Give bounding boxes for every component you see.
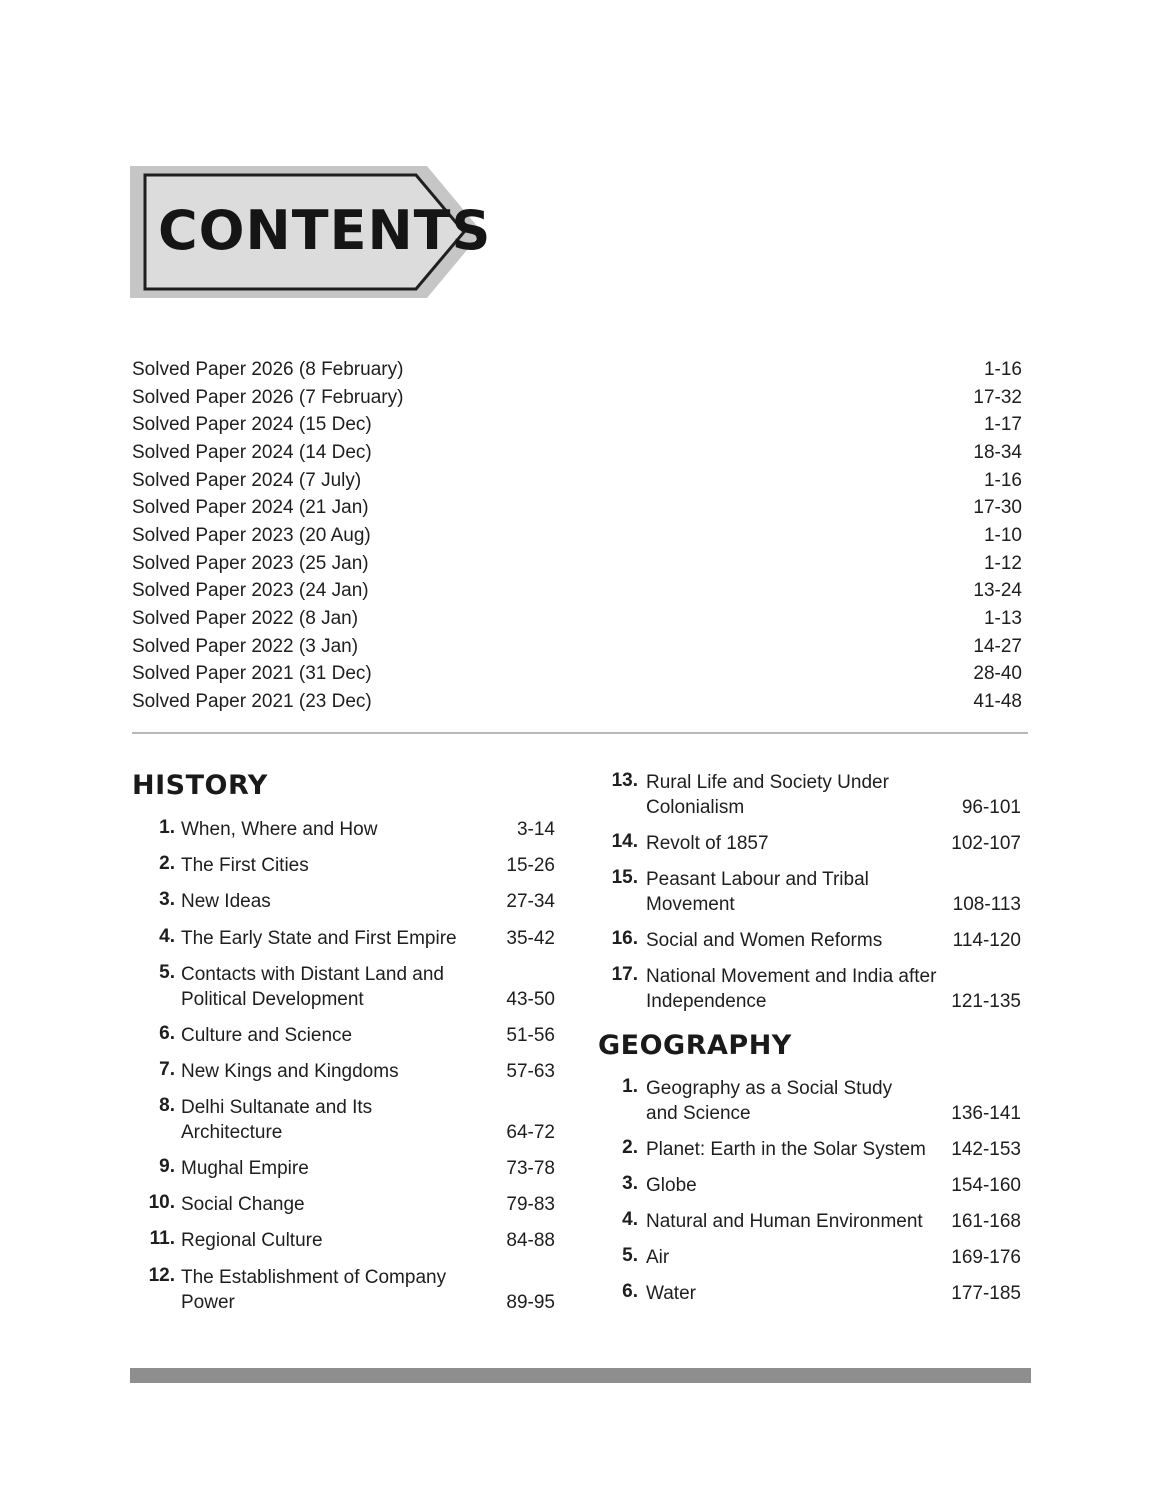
chapter-number: 4. [159,926,175,947]
section-divider [132,732,1028,734]
chapter-title: Planet: Earth in the Solar System [646,1139,926,1160]
list-item[interactable] [132,633,1022,661]
page-range: 1-17 [983,414,1022,436]
page-range: 154-160 [951,1175,1021,1196]
chapter-number: 10. [148,1192,175,1213]
page-range: 96-101 [961,797,1021,818]
list-item[interactable] [132,550,1022,578]
chapter-title-continued: and Science [646,1103,751,1124]
list-item[interactable] [132,605,1022,633]
page-range: 51-56 [506,1025,555,1046]
chapter-title: National Movement and India after [646,966,937,987]
page-range: 3-14 [516,819,555,840]
list-item[interactable] [132,467,1022,495]
solved-papers-list [132,356,1022,716]
chapter-title: New Ideas [181,891,271,912]
page-range: 84-88 [506,1230,555,1251]
chapter-number: 2. [159,853,175,874]
chapter-number: 14. [611,831,638,852]
page-title: CONTENTS [158,199,492,262]
page-range: 64-72 [506,1122,555,1143]
history-heading: HISTORY [132,770,268,801]
chapter-title: Social Change [181,1194,305,1215]
chapter-title: Water [646,1283,696,1304]
paper-title: Solved Paper 2023 (20 Aug) [132,524,371,546]
chapter-title-continued: Power [181,1292,235,1313]
page-range: 27-34 [506,891,555,912]
page-range: 1-16 [983,358,1022,380]
paper-title: Solved Paper 2022 (3 Jan) [132,635,359,657]
chapter-title-continued: Independence [646,991,767,1012]
page-range: 13-24 [973,580,1022,602]
page-range: 18-34 [973,441,1022,463]
chapter-title-continued: Political Development [181,989,364,1010]
paper-title: Solved Paper 2024 (7 July) [132,469,362,491]
page-range: 14-27 [973,635,1022,657]
chapter-title: Peasant Labour and Tribal [646,869,869,890]
paper-title: Solved Paper 2021 (31 Dec) [132,663,372,685]
list-item[interactable] [132,384,1022,412]
chapter-title: Social and Women Reforms [646,930,883,951]
chapter-number: 17. [611,964,638,985]
chapter-title: Geography as a Social Study [646,1078,893,1099]
page-range: 121-135 [951,991,1021,1012]
chapter-number: 1. [159,817,175,838]
chapter-number: 13. [611,770,638,791]
page-range: 142-153 [951,1139,1021,1160]
page-range: 1-12 [983,552,1022,574]
chapter-title: Air [646,1247,670,1268]
page-range: 136-141 [951,1103,1021,1124]
chapter-number: 3. [622,1173,638,1194]
page-range: 28-40 [973,663,1022,685]
list-item[interactable] [132,661,1022,689]
chapter-title-continued: Movement [646,894,735,915]
paper-title: Solved Paper 2021 (23 Dec) [132,691,372,713]
paper-title: Solved Paper 2023 (25 Jan) [132,552,369,574]
geography-heading: GEOGRAPHY [598,1030,792,1061]
paper-title: Solved Paper 2024 (14 Dec) [132,441,372,463]
page-range: 1-10 [983,524,1022,546]
page-range: 41-48 [973,691,1022,713]
page-range: 17-32 [973,386,1022,408]
list-item[interactable] [132,522,1022,550]
chapter-title: The Early State and First Empire [181,928,457,949]
chapter-title-continued: Colonialism [646,797,745,818]
list-item[interactable] [132,578,1022,606]
chapter-number: 2. [622,1137,638,1158]
page-range: 17-30 [973,497,1022,519]
chapter-number: 6. [622,1281,638,1302]
chapter-title: Contacts with Distant Land and [181,964,444,985]
paper-title: Solved Paper 2024 (21 Jan) [132,497,369,519]
chapter-number: 8. [159,1095,175,1116]
chapter-title: Revolt of 1857 [646,833,769,854]
list-item[interactable] [132,439,1022,467]
chapter-title: When, Where and How [181,819,378,840]
list-item[interactable] [132,494,1022,522]
page-range: 43-50 [506,989,555,1010]
page-range: 89-95 [506,1292,555,1313]
chapter-number: 15. [611,867,638,888]
page-range: 177-185 [951,1283,1021,1304]
page-range: 161-168 [951,1211,1021,1232]
chapter-title: The First Cities [181,855,309,876]
chapter-number: 16. [611,928,638,949]
page-range: 102-107 [951,833,1021,854]
chapter-number: 11. [149,1228,175,1249]
list-item[interactable] [132,411,1022,439]
chapter-title: Delhi Sultanate and Its [181,1097,373,1118]
chapter-number: 4. [622,1209,638,1230]
paper-title: Solved Paper 2023 (24 Jan) [132,580,369,602]
paper-title: Solved Paper 2026 (7 February) [132,386,404,408]
chapter-number: 5. [622,1245,638,1266]
chapter-title: Mughal Empire [181,1158,309,1179]
chapter-number: 3. [159,889,175,910]
chapter-number: 7. [159,1059,175,1080]
chapter-number: 1. [622,1076,638,1097]
chapter-title: Globe [646,1175,697,1196]
chapter-number: 5. [159,962,175,983]
page-range: 114-120 [952,930,1021,951]
page-range: 35-42 [506,928,555,949]
chapter-title-continued: Architecture [181,1122,283,1143]
footer-bar [130,1368,1031,1383]
page-range: 15-26 [506,855,555,876]
page-range: 57-63 [506,1061,555,1082]
chapter-title: The Establishment of Company [181,1267,447,1288]
page-range: 169-176 [951,1247,1021,1268]
chapter-title: New Kings and Kingdoms [181,1061,399,1082]
chapter-number: 9. [159,1156,175,1177]
chapter-number: 12. [148,1265,175,1286]
page-range: 73-78 [506,1158,555,1179]
page-range: 1-13 [983,608,1022,630]
chapter-title: Rural Life and Society Under [646,772,889,793]
paper-title: Solved Paper 2026 (8 February) [132,358,404,380]
contents-banner [130,166,492,298]
chapter-title: Culture and Science [181,1025,353,1046]
chapter-title: Natural and Human Environment [646,1211,923,1232]
chapter-number: 6. [159,1023,175,1044]
page-range: 79-83 [506,1194,555,1215]
paper-title: Solved Paper 2022 (8 Jan) [132,608,359,630]
paper-title: Solved Paper 2024 (15 Dec) [132,414,372,436]
page-range: 1-16 [983,469,1022,491]
chapter-title: Regional Culture [181,1230,323,1251]
list-item[interactable] [132,688,1022,716]
page-range: 108-113 [952,894,1021,915]
list-item[interactable] [132,356,1022,384]
